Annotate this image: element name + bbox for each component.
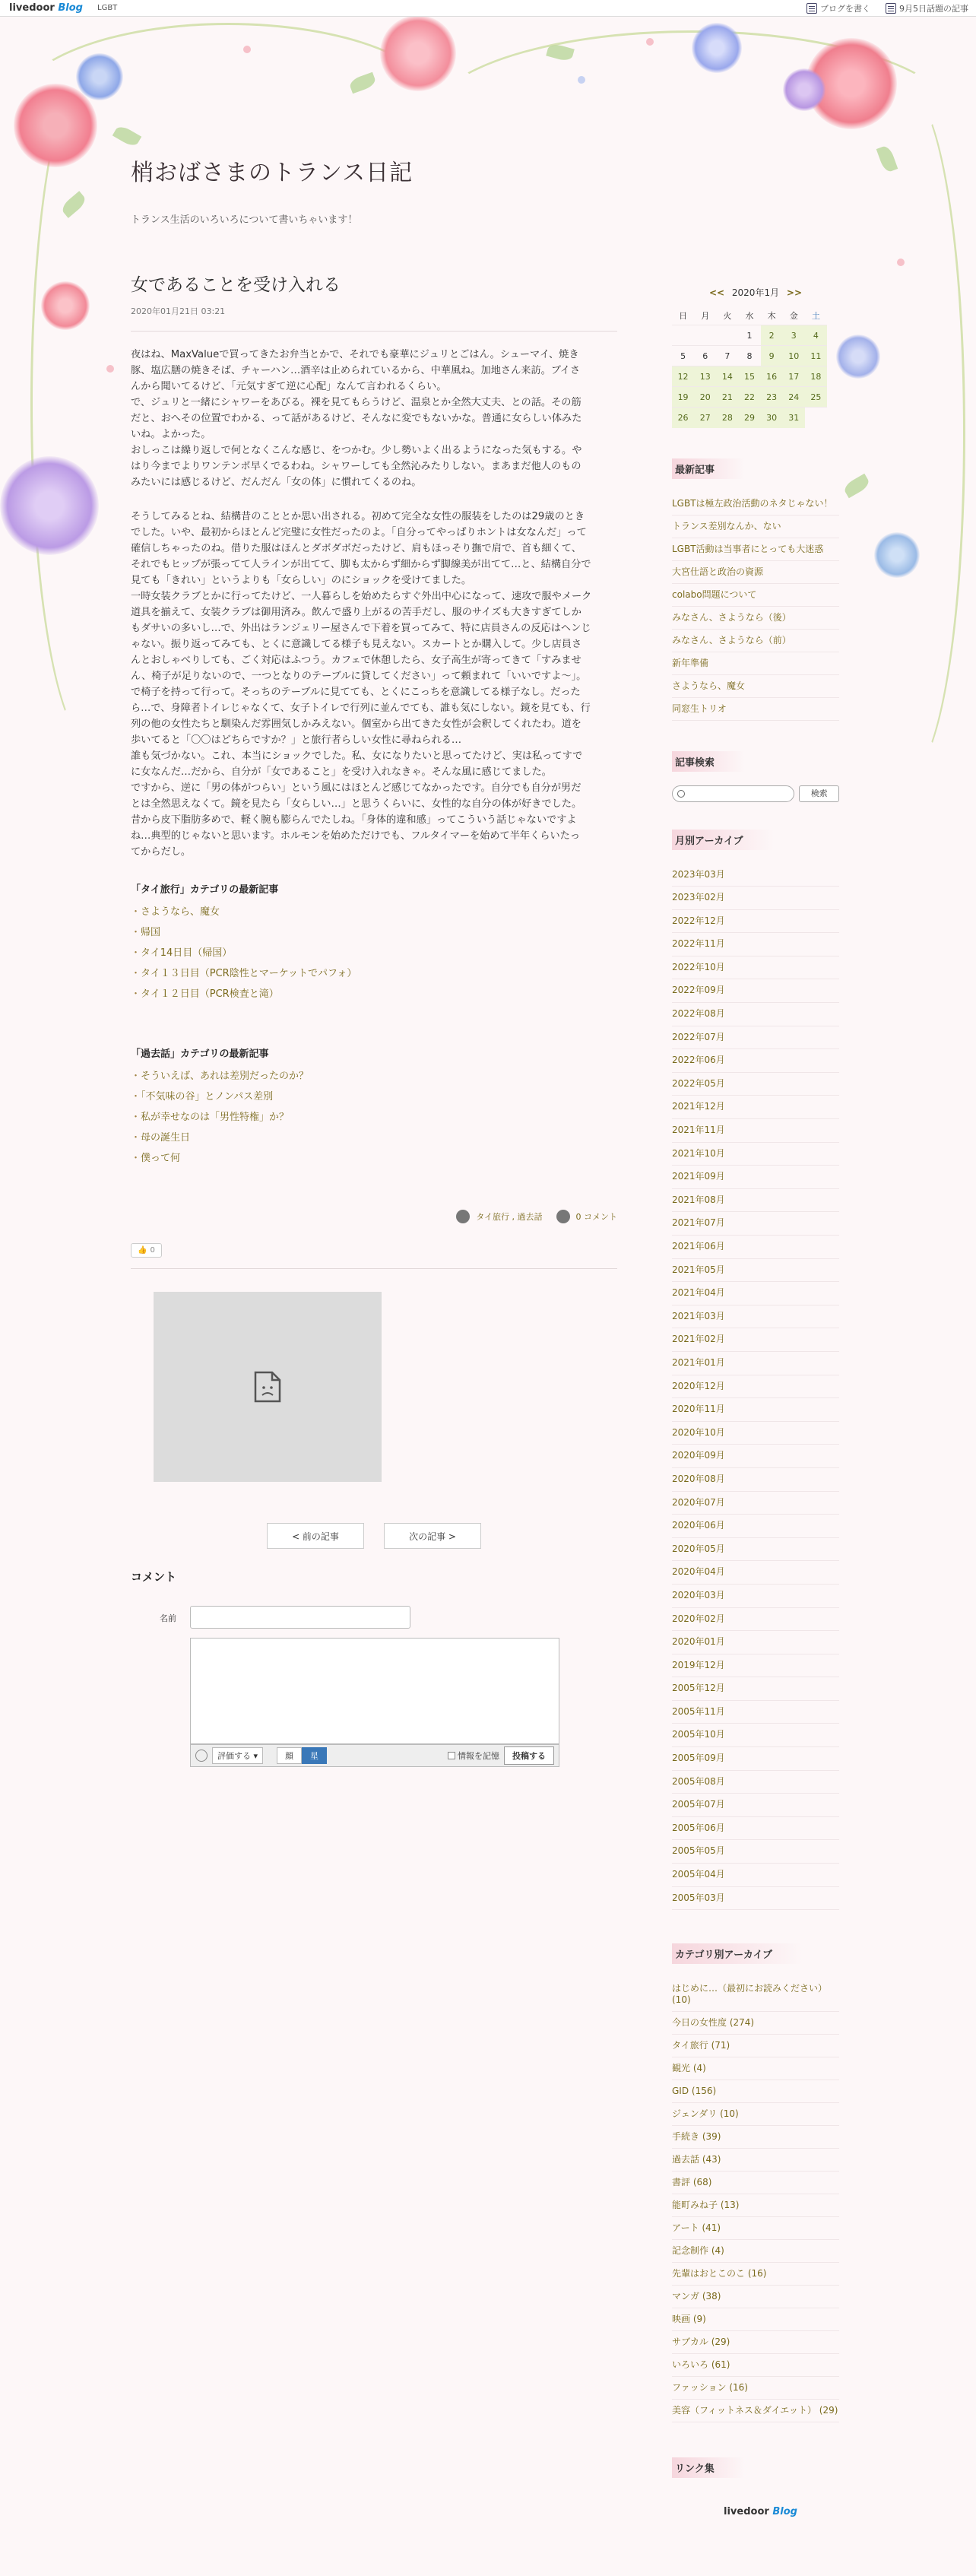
- post-body: [131, 347, 617, 860]
- monthly-archive-link[interactable]: 2005年09月: [672, 1747, 839, 1771]
- monthly-archive-link[interactable]: 2020年04月: [672, 1561, 839, 1585]
- calendar-day[interactable]: 29: [738, 408, 760, 428]
- monthly-archive-link[interactable]: 2021年04月: [672, 1282, 839, 1305]
- blog-title[interactable]: 梢おばさまのトランス日記: [131, 160, 414, 186]
- category-link-label: ジェンダリ: [672, 2108, 718, 2120]
- calendar-day[interactable]: 28: [716, 408, 738, 428]
- calendar-day[interactable]: 24: [783, 387, 805, 408]
- category-link[interactable]: [672, 2217, 839, 2240]
- category-link[interactable]: [672, 2240, 839, 2263]
- recent-post-link[interactable]: みなさん、さようなら（前）: [672, 630, 839, 652]
- monthly-archive-link[interactable]: 2022年10月: [672, 956, 839, 980]
- calendar-day: 7: [716, 346, 738, 366]
- calendar-day[interactable]: 23: [761, 387, 783, 408]
- category-link-label: ファッション: [672, 2382, 727, 2394]
- write-blog-link[interactable]: ブログを書く: [806, 2, 870, 14]
- monthly-archive-link[interactable]: 2023年02月: [672, 887, 839, 910]
- category-link-label: 手続き: [672, 2131, 700, 2143]
- recent-post-link[interactable]: colabo問題について: [672, 584, 839, 607]
- thumb-icon: 👍: [138, 1246, 147, 1255]
- monthly-archive-list: [672, 864, 839, 1911]
- footer-livedoor-logo[interactable]: livedoor Blog: [724, 2506, 797, 2517]
- search-input[interactable]: [672, 785, 794, 802]
- monthly-archive-link[interactable]: 2022年11月: [672, 933, 839, 956]
- calendar-day: [672, 325, 694, 346]
- category-link[interactable]: [672, 2035, 839, 2057]
- calendar-day[interactable]: 14: [716, 366, 738, 387]
- category-link[interactable]: [672, 2172, 839, 2194]
- category-link-count: (4): [692, 2063, 706, 2074]
- post-comments-count[interactable]: 0 コメント: [575, 1212, 617, 1222]
- monthly-archive-link[interactable]: 2020年06月: [672, 1515, 839, 1538]
- calendar-day: [805, 408, 827, 428]
- category-link-label: はじめに…（最初にお読みください）: [672, 1983, 828, 1994]
- monthly-archive-link[interactable]: 2021年05月: [672, 1259, 839, 1283]
- trending-link[interactable]: 9月5日話題の記事: [886, 2, 968, 14]
- calendar-day[interactable]: 17: [783, 366, 805, 387]
- category-link[interactable]: [672, 1978, 839, 2012]
- related-link[interactable]: ・ タイ14日目（帰国）: [131, 943, 617, 963]
- comment-heading: コメント: [131, 1570, 177, 1584]
- category-link[interactable]: [672, 2149, 839, 2172]
- comment-icon: [556, 1210, 570, 1223]
- monthly-archive-link[interactable]: 2005年11月: [672, 1701, 839, 1724]
- related-heading: 「タイ旅行」カテゴリの最新記事: [131, 884, 279, 896]
- monthly-archive-link[interactable]: 2005年04月: [672, 1864, 839, 1887]
- blog-description: トランス生活のいろいろについて書いちゃいます！: [131, 214, 358, 226]
- monthly-archive-link[interactable]: 2005年08月: [672, 1771, 839, 1794]
- pencil-icon: [806, 3, 817, 14]
- monthly-archive-link[interactable]: 2020年10月: [672, 1422, 839, 1445]
- category-link-label: アート: [672, 2222, 699, 2234]
- submit-comment-button[interactable]: 投稿する: [504, 1746, 554, 1765]
- category-link[interactable]: [672, 2057, 839, 2080]
- calendar-month: 2020年1月: [731, 287, 780, 298]
- monthly-archive-link[interactable]: 2022年08月: [672, 1003, 839, 1026]
- category-link-count: (29): [711, 2336, 730, 2348]
- monthly-archive-link[interactable]: 2021年07月: [672, 1212, 839, 1236]
- calendar-day[interactable]: 10: [783, 346, 805, 366]
- comment-toolbar: [190, 1744, 559, 1767]
- calendar-next-button[interactable]: >>: [786, 287, 803, 298]
- related-link[interactable]: ・ 「不気味の谷」とノンパス差別: [131, 1087, 617, 1107]
- related-heading: 「過去話」カテゴリの最新記事: [131, 1048, 269, 1060]
- links-heading: リンク集: [672, 2457, 745, 2478]
- monthly-archive-link[interactable]: 2020年08月: [672, 1468, 839, 1492]
- calendar-day[interactable]: 3: [783, 325, 805, 346]
- category-link-count: (38): [702, 2291, 721, 2302]
- calendar-day[interactable]: 11: [805, 346, 827, 366]
- calendar-prev-button[interactable]: <<: [708, 287, 725, 298]
- category-link[interactable]: [672, 2286, 839, 2308]
- calendar-icon: [886, 3, 896, 14]
- monthly-archive-link[interactable]: 2021年08月: [672, 1189, 839, 1213]
- calendar-weekday: 日: [679, 311, 688, 321]
- category-link[interactable]: [672, 2012, 839, 2035]
- monthly-archive-link[interactable]: 2021年06月: [672, 1236, 839, 1259]
- rating-select[interactable]: 評価する ▾: [212, 1747, 263, 1764]
- monthly-archive-link[interactable]: 2005年05月: [672, 1840, 839, 1864]
- related-link[interactable]: ・ タイ１２日目（PCR検査と滝）: [131, 984, 617, 1004]
- related-link[interactable]: ・ さようなら、魔女: [131, 902, 617, 922]
- category-link[interactable]: [672, 2400, 839, 2422]
- monthly-archive-link[interactable]: 2020年09月: [672, 1445, 839, 1468]
- calendar-day[interactable]: 19: [672, 387, 694, 408]
- calendar-day: [716, 325, 738, 346]
- topbar-tag-link[interactable]: LGBT: [97, 4, 118, 12]
- post-date: 2020年01月21日 03:21: [131, 305, 617, 332]
- recent-post-link[interactable]: みなさん、さようなら（後）: [672, 607, 839, 630]
- category-link-count: (13): [720, 2200, 740, 2211]
- calendar-day[interactable]: 12: [672, 366, 694, 387]
- category-link-label: GID: [672, 2086, 689, 2097]
- category-link-label: 記念制作: [672, 2245, 709, 2257]
- monthly-archive-link[interactable]: 2020年11月: [672, 1398, 839, 1422]
- category-link-label: 先輩はおとこのこ: [672, 2268, 746, 2279]
- monthly-archive-link[interactable]: 2020年01月: [672, 1631, 839, 1654]
- name-input[interactable]: [190, 1606, 410, 1629]
- category-link-count: (71): [711, 2040, 730, 2051]
- recent-list: [672, 493, 839, 721]
- calendar-weekday: 金: [789, 311, 798, 321]
- category-link[interactable]: [672, 2103, 839, 2126]
- recent-post-link[interactable]: LGBT活動は当事者にとっても大迷惑: [672, 538, 839, 561]
- category-link-label: 美容（フィットネス＆ダイエット）: [672, 2405, 816, 2416]
- monthly-archive-link[interactable]: 2020年05月: [672, 1538, 839, 1562]
- monthly-archive-link[interactable]: 2005年06月: [672, 1817, 839, 1841]
- calendar-day[interactable]: 27: [694, 408, 716, 428]
- category-link-label: 映画: [672, 2314, 691, 2325]
- monthly-archive-link[interactable]: 2021年12月: [672, 1096, 839, 1119]
- monthly-archive-link[interactable]: 2020年12月: [672, 1375, 839, 1399]
- recent-post-link[interactable]: さようなら、魔女: [672, 675, 839, 698]
- related-link[interactable]: ・ 帰国: [131, 922, 617, 943]
- comment-form: [131, 1606, 617, 1773]
- calendar-day[interactable]: 31: [783, 408, 805, 428]
- category-link[interactable]: [672, 2194, 839, 2217]
- like-count: 0: [150, 1246, 155, 1255]
- recent-post-link[interactable]: LGBTは極左政治活動のネタじゃない！: [672, 493, 839, 516]
- calendar-day[interactable]: 26: [672, 408, 694, 428]
- calendar-day[interactable]: 13: [694, 366, 716, 387]
- monthly-archive-link[interactable]: 2005年12月: [672, 1677, 839, 1701]
- post-categories[interactable]: タイ旅行 , 過去話: [476, 1212, 543, 1222]
- category-link-label: タイ旅行: [672, 2040, 708, 2051]
- calendar-day[interactable]: 25: [805, 387, 827, 408]
- monthly-archive-link[interactable]: 2021年01月: [672, 1352, 839, 1375]
- category-link-label: 観光: [672, 2063, 691, 2074]
- post-title[interactable]: 女であることを受け入れる: [131, 275, 341, 295]
- search-heading: 記事検索: [672, 751, 745, 772]
- category-link[interactable]: [672, 2377, 839, 2400]
- star-rating-option[interactable]: 星: [302, 1747, 327, 1764]
- search-form: [672, 785, 839, 802]
- monthly-archive-link[interactable]: 2022年06月: [672, 1049, 839, 1073]
- category-link-count: (43): [702, 2154, 721, 2165]
- category-link-count: (29): [819, 2405, 838, 2416]
- category-link-label: 書評: [672, 2177, 691, 2188]
- calendar-day[interactable]: 20: [694, 387, 716, 408]
- monthly-archive-link[interactable]: 2020年02月: [672, 1608, 839, 1632]
- calendar-day: 8: [738, 346, 760, 366]
- category-link[interactable]: [672, 2308, 839, 2331]
- related-link[interactable]: ・ 私が幸せなのは「男性特権」か？: [131, 1107, 617, 1128]
- related-link[interactable]: ・ 母の誕生日: [131, 1128, 617, 1148]
- livedoor-logo[interactable]: livedoor Blog: [9, 2, 83, 14]
- category-link-count: (68): [692, 2177, 712, 2188]
- calendar-day[interactable]: 18: [805, 366, 827, 387]
- category-link-count: (156): [691, 2086, 717, 2097]
- sidebar: [672, 286, 839, 2492]
- category-link-label: 能町みね子: [672, 2200, 718, 2211]
- post-paragraph: そうしてみるとね、結構昔のこととか思い出される。初めて完全な女性の服装をしたのは29歳のとき でした。いや、最初からほとんど完璧に女性だったのよ。「自分ってやっぱりホントは女なんだ」って 確信しちゃったのね。借りた服はほんとダボダボだったけど、肩もほっそり撫で肩で、首も細くて、 それでもヒップが張ってて人ラインが出てて、脚も太からず細からず脚線美が出てて…と、結構自分で 見ても「きれい」というよりも「女らしい」のにショックを受けてました。 一時女装クラブとかに行ってたけど、一人暮らしを始めたらすぐ外出中心になって、速攻で服やメーク 道具を揃えて、女装クラブは御用済み。飲んで盛り上がるの苦手だし、服のサイズも大きすぎてしか もダサいの多いし…で、外出はランジェリー屋さんで下着を買ってみて、特に店員さんの反応はヘンじ ゃない。振り返ってみても、とくに意識してる様子も見えない。スカートとか購入して。少し店員さ んとおしゃべりしても、ごく対応はふつう。カフェで休憩したら、女子高生が寄ってきて「すみませ ん、椅子が足りないので、一つとなりのテーブルに貸してください」って頼まれて「いいですよ～」。 で椅子を持って行って。そっちのテーブルに見てても、とくにこっちを意識してる様子なし。だった ら…で、身障者トイレじゃなくて、女子トイレで行列に並んでても、誰も気にしない。鏡を見ても、行 列の他の女性たちと馴染んだ雰囲気しかみえない。個室から出てきた女性が会釈してくれたわ。道を 歩いてると「〇〇はどちらですか？」と旅行者らしい女性に尋ねられる… 誰も気づかない。これ、本当にショックでした。私、女になりたいと思ってたけど、実は私ってすで に女なんだ…だから、自分が「女であること」を受け入れなきゃ。そんな風に感じてました。 ですから、逆に「男の体がつらい」という風にはほとんど感じてなかったです。自分でも自分が男だ とは全然思えなくて。鏡を見たら「女らしい…」と思うくらいに、女性的な自分の体が好きでした。 昔から皮下脂肪多めで、軽く腕も膨らんでたしね。「身体的違和感」ってこういう話じゃないですよ ね…典型的じゃないと思います。ホルモンを始めただけでも、フルタイマーを始めて半年くらいたっ てからだし。: [131, 511, 592, 858]
- main-column: [131, 271, 617, 1773]
- face-rating-option[interactable]: 顔: [277, 1747, 302, 1764]
- topbar-actions: [806, 2, 968, 14]
- recent-post-link[interactable]: 同窓生トリオ: [672, 698, 839, 721]
- related-link[interactable]: ・ 僕って何: [131, 1148, 617, 1169]
- category-link-count: (4): [711, 2245, 724, 2257]
- monthly-archive-link[interactable]: 2021年11月: [672, 1119, 839, 1143]
- checkbox-icon: [448, 1752, 455, 1759]
- category-link-count: (10): [720, 2108, 739, 2120]
- like-button[interactable]: [131, 1243, 162, 1258]
- calendar-header: [672, 286, 839, 299]
- calendar-day[interactable]: 16: [761, 366, 783, 387]
- livedoor-topbar: [0, 0, 976, 17]
- calendar-weekday: 土: [811, 311, 820, 321]
- category-link-count: (41): [702, 2222, 721, 2234]
- post-paragraph: 夜はね、MaxValueで買ってきたお弁当とかで、それでも豪華にジュリとごはん。シューマイ、焼き 豚、塩広膳の焼きそば、チャーハン…酒辛は止められているから、中華風ね。加地さん来訪。ブイさ んから聞いてるけど、「元気すぎて逆に心配」なんて言われるくらい。 で、ジュリと一緒にシャワーをあびる。裸を見てもらうけど、温泉とか全然大丈夫、との話。その筋 だと、おへその位置でわかる、って話があるけど、そんなに変でもないかな。普通に女らしい体みた いね。よかった。 おしっこは繰り返しで何となくこんな感じ、をつかむ。少し勢いよく出るようになった気もする。や はり今までよりワンテンポ早くでるわね。シャワーしても全然沁みたりしない。まあまだ他人のもの みたいには感じるけど、だんだん「女の体」に慣れてくるのね。: [131, 349, 582, 488]
- post-meta: [131, 1210, 617, 1223]
- category-link-label: 過去話: [672, 2154, 700, 2165]
- category-link-label: サブカル: [672, 2336, 708, 2348]
- monthly-archive-link[interactable]: 2022年09月: [672, 979, 839, 1003]
- calendar-day: 1: [738, 325, 760, 346]
- calendar-day[interactable]: 2: [761, 325, 783, 346]
- category-link-count: (274): [729, 2017, 755, 2029]
- monthly-archive-link[interactable]: 2005年07月: [672, 1794, 839, 1817]
- category-link-label: いろいろ: [672, 2359, 709, 2371]
- category-link-count: (39): [702, 2131, 721, 2143]
- category-link[interactable]: [672, 2263, 839, 2286]
- emoji-icon[interactable]: [195, 1750, 208, 1762]
- calendar-day: [694, 325, 716, 346]
- related-link[interactable]: ・ タイ１３日目（PCR陰性とマーケットでパフォ）: [131, 963, 617, 984]
- monthly-heading: 月別アーカイブ: [672, 830, 774, 850]
- calendar-weekday: 月: [701, 311, 710, 321]
- category-archive-list: [672, 1978, 839, 2422]
- monthly-archive-link[interactable]: 2022年05月: [672, 1073, 839, 1096]
- monthly-archive-link[interactable]: 2005年03月: [672, 1887, 839, 1911]
- monthly-archive-link[interactable]: 2021年10月: [672, 1143, 839, 1166]
- next-post-button[interactable]: 次の記事 >: [384, 1523, 481, 1549]
- folder-icon: [456, 1210, 470, 1223]
- recent-post-link[interactable]: 大宮仕語と政治の資源: [672, 561, 839, 584]
- monthly-archive-link[interactable]: 2022年12月: [672, 910, 839, 934]
- calendar-day: 6: [694, 346, 716, 366]
- related-tai: [131, 881, 617, 1169]
- calendar-weekday: 木: [767, 311, 776, 321]
- related-link[interactable]: ・ そういえば、あれは差別だったのか？: [131, 1066, 617, 1087]
- calendar-day[interactable]: 22: [738, 387, 760, 408]
- post-pager: [131, 1523, 617, 1549]
- calendar-weekday: 水: [745, 311, 754, 321]
- recent-post-link[interactable]: トランス差別なんか、ない: [672, 516, 839, 538]
- category-link-count: (9): [692, 2314, 706, 2325]
- monthly-archive-link[interactable]: 2019年12月: [672, 1654, 839, 1678]
- category-heading: カテゴリ別アーカイブ: [672, 1943, 803, 1964]
- rating-type-toggle: [277, 1747, 327, 1764]
- monthly-archive-link[interactable]: 2021年02月: [672, 1328, 839, 1352]
- monthly-archive-link[interactable]: 2023年03月: [672, 864, 839, 887]
- comment-textarea[interactable]: [190, 1638, 559, 1744]
- remember-checkbox[interactable]: 情報を記憶: [448, 1750, 499, 1762]
- calendar-day[interactable]: 9: [761, 346, 783, 366]
- category-link[interactable]: [672, 2126, 839, 2149]
- category-link-count: (16): [747, 2268, 767, 2279]
- monthly-archive-link[interactable]: 2020年07月: [672, 1492, 839, 1515]
- category-link-label: 今日の女性度: [672, 2017, 727, 2029]
- category-link-count: (16): [729, 2382, 748, 2394]
- broken-file-icon: [254, 1371, 281, 1403]
- category-link[interactable]: [672, 2080, 839, 2103]
- ad-placeholder-image: [154, 1292, 382, 1482]
- calendar-weekday: 火: [723, 311, 732, 321]
- monthly-archive-link[interactable]: 2022年07月: [672, 1026, 839, 1050]
- category-link[interactable]: [672, 2331, 839, 2354]
- category-link-label: マンガ: [672, 2291, 700, 2302]
- category-link-count: (61): [711, 2359, 730, 2371]
- monthly-archive-link[interactable]: 2020年03月: [672, 1585, 839, 1608]
- calendar-day[interactable]: 30: [761, 408, 783, 428]
- prev-post-button[interactable]: < 前の記事: [267, 1523, 364, 1549]
- calendar: [672, 306, 827, 428]
- category-link-count: (10): [672, 1994, 691, 2006]
- monthly-archive-link[interactable]: 2021年09月: [672, 1166, 839, 1189]
- monthly-archive-link[interactable]: 2005年10月: [672, 1724, 839, 1747]
- recent-heading: 最新記事: [672, 458, 745, 479]
- recent-post-link[interactable]: 新年準備: [672, 652, 839, 675]
- category-link[interactable]: [672, 2354, 839, 2377]
- search-button[interactable]: 検索: [799, 785, 839, 802]
- calendar-day[interactable]: 21: [716, 387, 738, 408]
- monthly-archive-link[interactable]: 2021年03月: [672, 1305, 839, 1329]
- name-label: 名前: [160, 1613, 176, 1623]
- calendar-day[interactable]: 4: [805, 325, 827, 346]
- calendar-day[interactable]: 15: [738, 366, 760, 387]
- calendar-day: 5: [672, 346, 694, 366]
- divider: [131, 1268, 617, 1269]
